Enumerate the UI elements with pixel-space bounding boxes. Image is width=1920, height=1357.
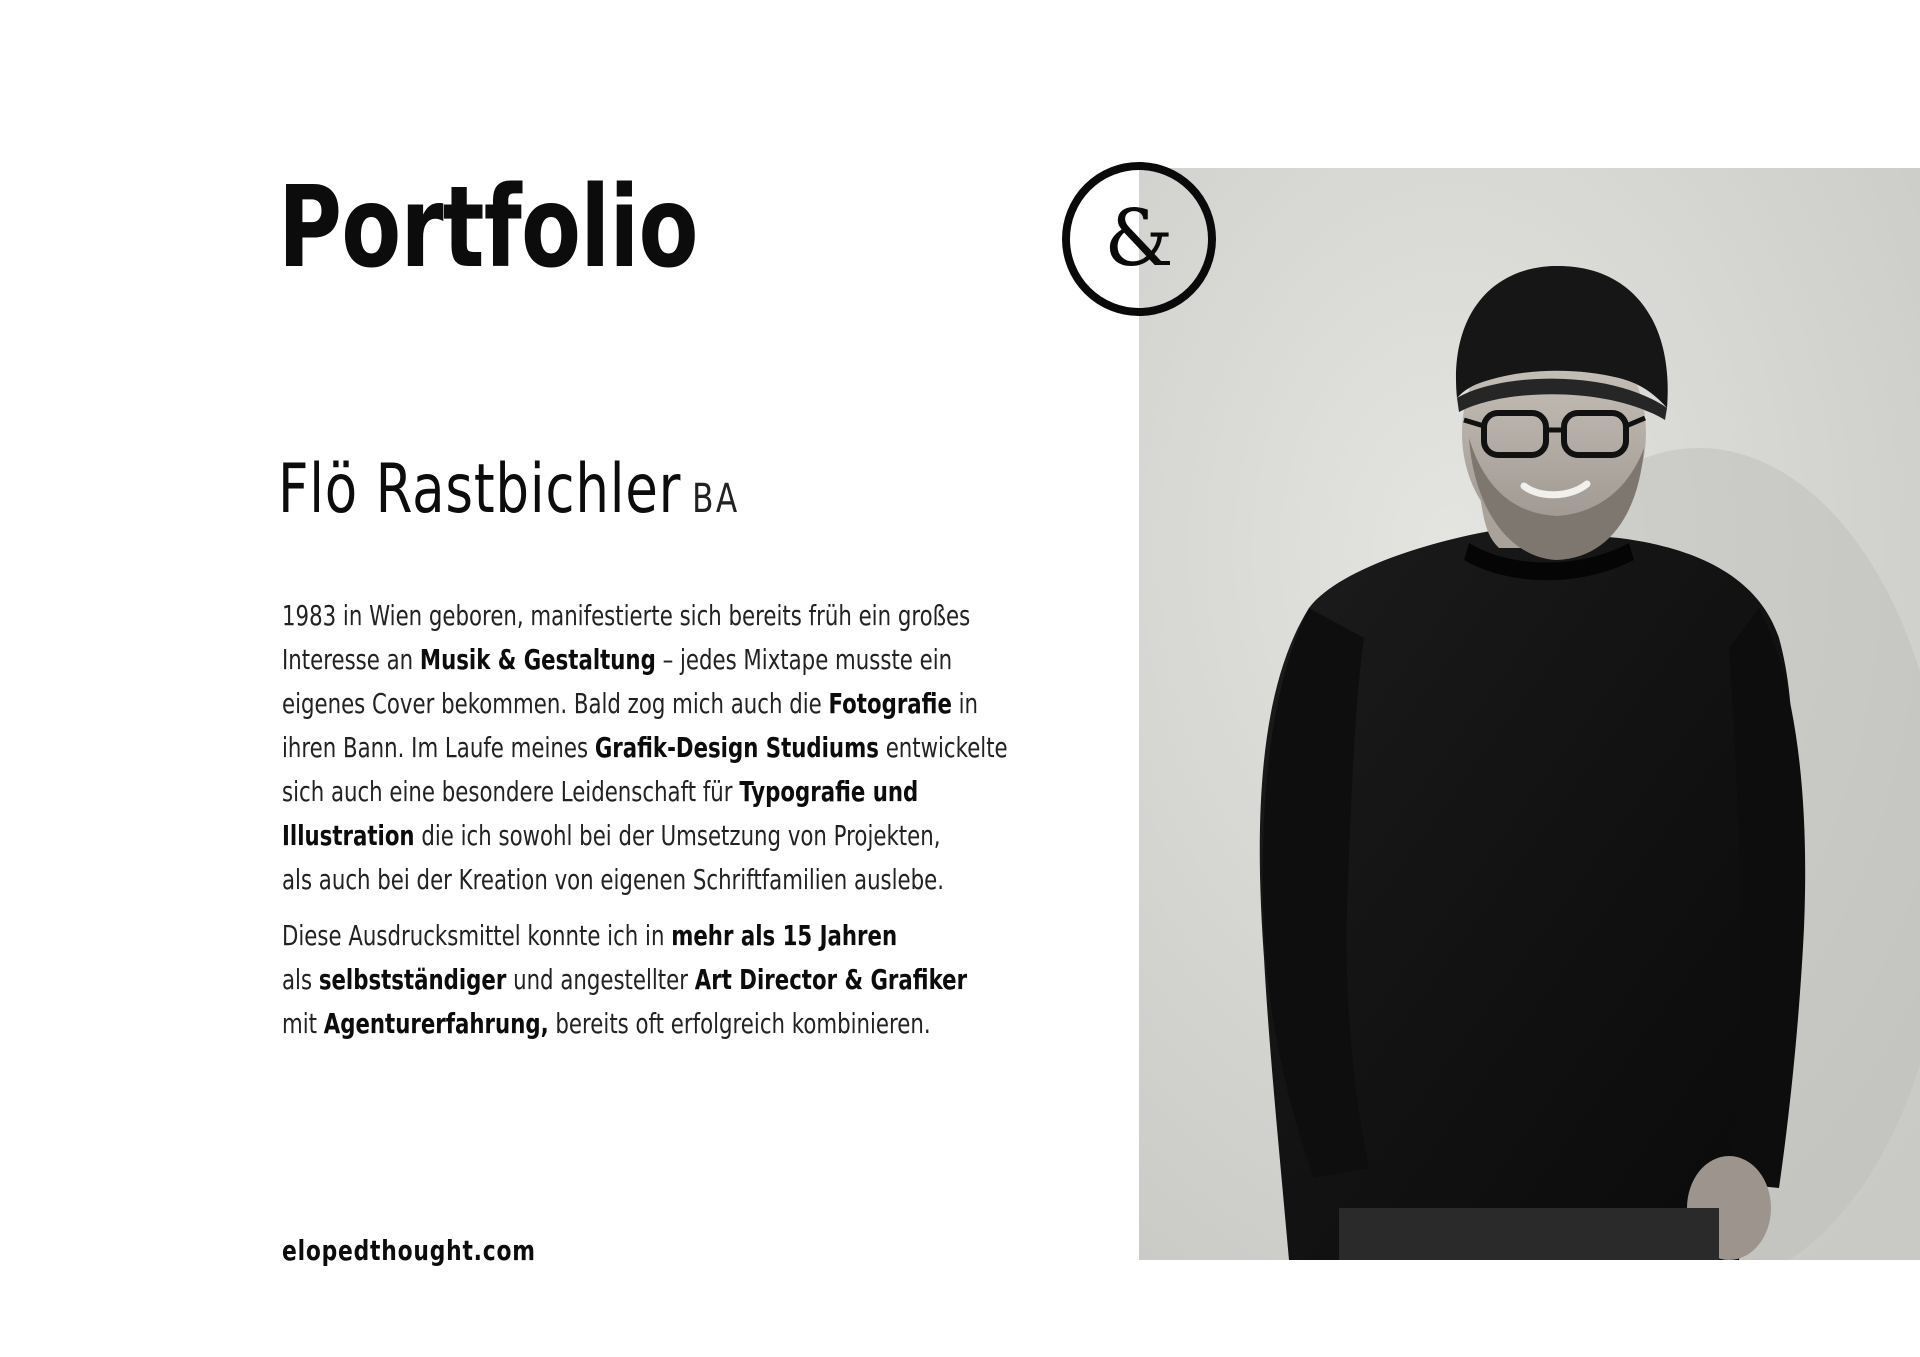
portrait-photo	[1139, 168, 1920, 1260]
bio-highlight: Illustration	[282, 819, 415, 852]
bio-run: sich auch eine besondere Leidenschaft für	[282, 775, 740, 808]
bio-run: als	[282, 963, 319, 996]
person-name-text: Flö Rastbichler	[278, 450, 682, 529]
bio-run: bereits oft erfolgreich kombinieren.	[548, 1007, 931, 1040]
page-title: Portfolio	[278, 163, 698, 293]
bio-run: als auch bei der Kreation von eigenen Schriftfamilien auslebe.	[282, 863, 945, 896]
bio-highlight: selbstständiger	[318, 963, 507, 996]
bio-text	[282, 594, 1008, 1058]
bio-highlight: Typografie und	[739, 775, 919, 808]
bio-highlight: Fotografie	[828, 687, 952, 720]
bio-paragraph-1	[282, 594, 1008, 902]
bio-run: in	[951, 687, 979, 720]
bio-paragraph-2	[282, 914, 968, 1046]
bio-highlight: Musik & Gestaltung	[419, 643, 656, 676]
person-degree: BA	[692, 476, 740, 522]
bio-run: Interesse an	[282, 643, 420, 676]
ampersand-badge-icon	[1061, 161, 1217, 317]
bio-run: Diese Ausdrucksmittel konnte ich in	[282, 919, 672, 952]
website-link[interactable]: elopedthought.com	[282, 1234, 536, 1267]
bio-highlight: Grafik-Design Studiums	[594, 731, 879, 764]
bio-highlight: Agenturerfahrung,	[323, 1007, 549, 1040]
bio-highlight: Art Director & Grafiker	[694, 963, 968, 996]
bio-highlight: mehr als 15 Jahren	[671, 919, 898, 952]
bio-run: eigenes Cover bekommen. Bald zog mich auch die	[282, 687, 829, 720]
bio-run: 1983 in Wien geboren, manifestierte sich bereits früh ein großes	[282, 599, 971, 632]
person-name	[278, 450, 740, 529]
ampersand-glyph: &	[1104, 194, 1174, 284]
bio-run: – jedes Mixtape musste ein	[655, 643, 953, 676]
bio-run: die ich sowohl bei der Umsetzung von Projekten,	[414, 819, 941, 852]
bio-run: mit	[282, 1007, 324, 1040]
bio-run: ihren Bann. Im Laufe meines	[282, 731, 595, 764]
bio-run: entwickelte	[878, 731, 1008, 764]
bio-run: und angestellter	[506, 963, 695, 996]
